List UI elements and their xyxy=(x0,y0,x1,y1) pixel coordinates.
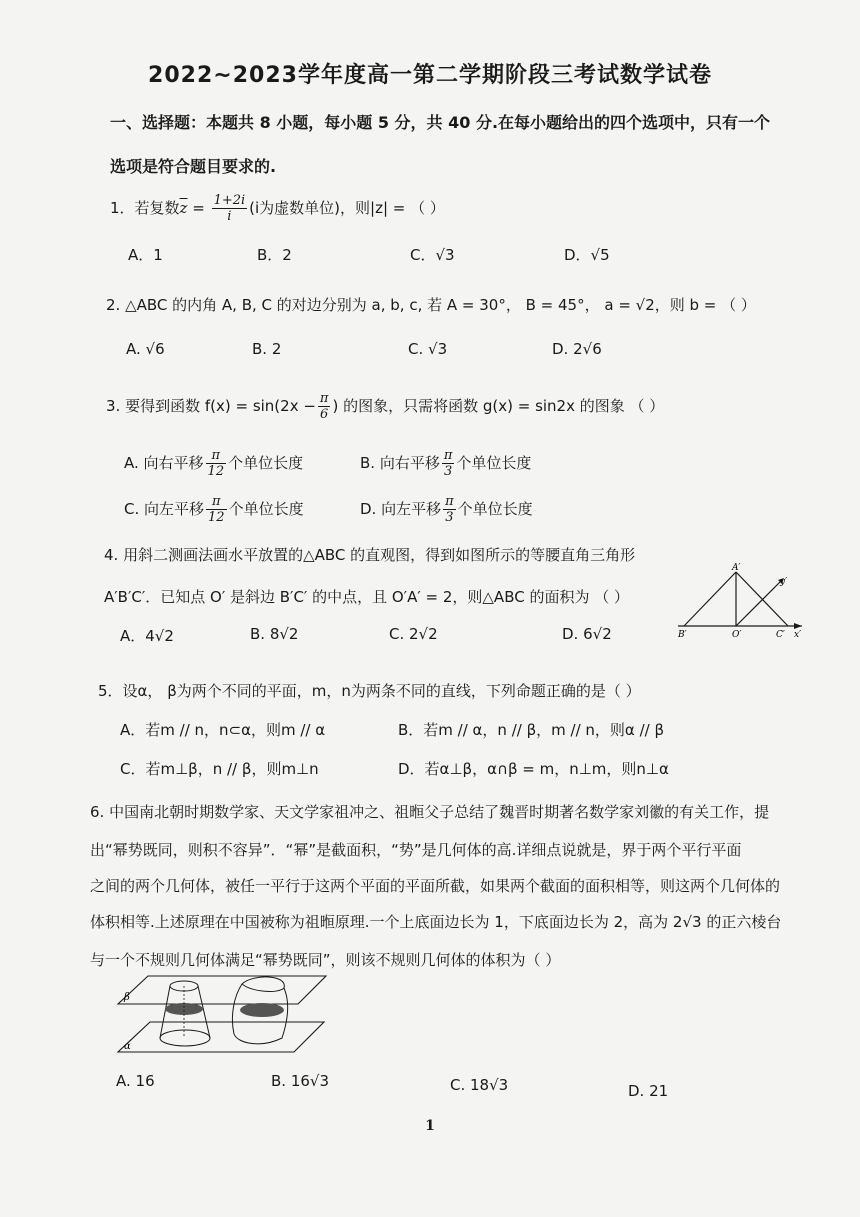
q3-b-den: 3 xyxy=(443,464,453,479)
q1-option-a: A．1 xyxy=(128,246,163,264)
q4-triangle-figure xyxy=(674,560,810,642)
q1-z-conjugate: $\overline{z}$ xyxy=(179,199,188,217)
q3-pi: π xyxy=(319,391,329,406)
q3-a-num: π xyxy=(206,448,227,464)
q4-label-a: A′ xyxy=(732,563,741,573)
question-6-line1: 6. 中国南北朝时期数学家、天文学家祖冲之、祖暅父子总结了魏晋时期著名数学家刘徽的有关工作，提 xyxy=(90,803,770,821)
q3-d-pre: D. 向左平移 xyxy=(360,500,442,518)
question-1 xyxy=(110,193,445,224)
q3-a-den: 12 xyxy=(207,464,225,479)
q1-suffix: (i为虚数单位)，则|z| = （ ） xyxy=(249,199,445,217)
q3-d-post: 个单位长度 xyxy=(457,500,533,518)
q3-b-pre: B. 向右平移 xyxy=(360,454,440,472)
question-3 xyxy=(106,391,664,422)
q4-option-c: C. 2√2 xyxy=(389,625,438,643)
q5-option-d: D．若α⊥β，α∩β = m，n⊥m，则n⊥α xyxy=(398,760,669,778)
question-6-line4: 体积相等.上述原理在中国被称为祖暅原理.一个上底面边长为 1，下底面边长为 2，高为 2√3 的正六棱台 xyxy=(90,913,782,931)
q4-option-b: B. 8√2 xyxy=(250,625,299,643)
q2-option-a: A. √6 xyxy=(126,340,165,358)
q2-option-d: D. 2√6 xyxy=(552,340,602,358)
q6-option-d: D. 21 xyxy=(628,1082,669,1100)
q4-label-x: x′ xyxy=(794,630,802,640)
q3-option-c xyxy=(124,494,304,525)
q3-c-fraction xyxy=(206,494,227,525)
q3-a-fraction xyxy=(206,448,227,479)
q3-fraction xyxy=(318,391,331,422)
section-heading-line2: 选项是符合题目要求的. xyxy=(110,157,277,176)
section-heading-line1: 一、选择题：本题共 8 小题，每小题 5 分，共 40 分.在每小题给出的四个选项中，只有一个 xyxy=(110,113,771,132)
q3-c-post: 个单位长度 xyxy=(228,500,304,518)
question-6-line5: 与一个不规则几何体满足“幂势既同”，则该不规则几何体的体积为（ ） xyxy=(90,951,561,969)
q6-option-c: C. 18√3 xyxy=(450,1076,509,1094)
q3-c-den: 12 xyxy=(208,510,225,525)
q3-b-fraction xyxy=(442,448,455,479)
q4-label-c: C′ xyxy=(776,630,785,640)
q3-option-b xyxy=(360,448,531,479)
question-5: 5．设α， β为两个不同的平面，m，n为两条不同的直线，下列命题正确的是（ ） xyxy=(98,682,641,700)
q6-label-beta: β xyxy=(124,992,130,1003)
q6-option-a: A. 16 xyxy=(116,1072,155,1090)
q5-option-a: A．若m // n，n⊂α，则m // α xyxy=(120,721,326,739)
q3-suffix: ) 的图象，只需将函数 g(x) = sin2x 的图象 （ ） xyxy=(332,397,665,415)
q3-d-fraction xyxy=(443,494,456,525)
question-6-line3: 之间的两个几何体，被任一平行于这两个平面的平面所截，如果两个截面的面积相等，则这两个几何体的 xyxy=(90,877,781,895)
q3-d-den: 3 xyxy=(445,510,454,525)
q6-option-b: B. 16√3 xyxy=(271,1072,330,1090)
page-title: 2022~2023学年度高一第二学期阶段三考试数学试卷 xyxy=(148,63,712,88)
question-4-line1: 4. 用斜二测画法画水平放置的△ABC 的直观图，得到如图所示的等腰直角三角形 xyxy=(104,546,636,564)
q1-option-b: B．2 xyxy=(257,246,292,264)
q6-label-alpha: α xyxy=(124,1041,131,1052)
q1-numerator: 1+2i xyxy=(213,193,246,208)
q5-option-c: C．若m⊥β，n // β，则m⊥n xyxy=(120,760,319,778)
q4-label-y: y′ xyxy=(780,577,788,587)
question-2: 2. △ABC 的内角 A, B, C 的对边分别为 a, b, c, 若 A = 30°， B = 45°， a = √2，则 b = （ ） xyxy=(106,296,756,314)
q1-denominator: i xyxy=(227,209,232,224)
page-number: 1 xyxy=(425,1118,435,1134)
question-6-line2: 出“幂势既同，则积不容异”．“幂”是截面积，“势”是几何体的高.详细点说就是，界于两个平行平面 xyxy=(90,841,742,859)
q3-c-pre: C. 向左平移 xyxy=(124,500,205,518)
q3-option-a xyxy=(124,448,303,479)
q4-label-o: O′ xyxy=(732,630,742,640)
q3-six: 6 xyxy=(320,407,329,422)
q1-option-d: D．√5 xyxy=(564,246,610,264)
q3-a-post: 个单位长度 xyxy=(228,454,304,472)
q1-option-c: C．√3 xyxy=(410,246,455,264)
q3-prefix: 3. 要得到函数 f(x) = sin(2x − xyxy=(106,397,316,415)
q3-option-d xyxy=(360,494,533,525)
q2-option-b: B. 2 xyxy=(252,340,282,358)
q3-d-num: π xyxy=(445,494,454,509)
q1-fraction xyxy=(212,193,248,224)
q4-option-d: D. 6√2 xyxy=(562,625,612,643)
q6-planes-figure xyxy=(112,972,328,1060)
q5-option-b: B．若m // α，n // β，m // n，则α // β xyxy=(398,721,665,739)
q3-b-num: π xyxy=(443,448,453,463)
q2-option-c: C. √3 xyxy=(408,340,448,358)
q4-label-b: B′ xyxy=(678,630,687,640)
q1-eq: = xyxy=(187,199,210,217)
q1-prefix: 1．若复数 xyxy=(110,199,180,217)
q3-b-post: 个单位长度 xyxy=(456,454,532,472)
q3-a-pre: A. 向右平移 xyxy=(124,454,204,472)
question-4-line2: A′B′C′．已知点 O′ 是斜边 B′C′ 的中点，且 O′A′ = 2，则△ABC 的面积为 （ ） xyxy=(104,588,630,606)
q3-c-num: π xyxy=(206,494,227,510)
q4-option-a: A．4√2 xyxy=(120,627,174,645)
